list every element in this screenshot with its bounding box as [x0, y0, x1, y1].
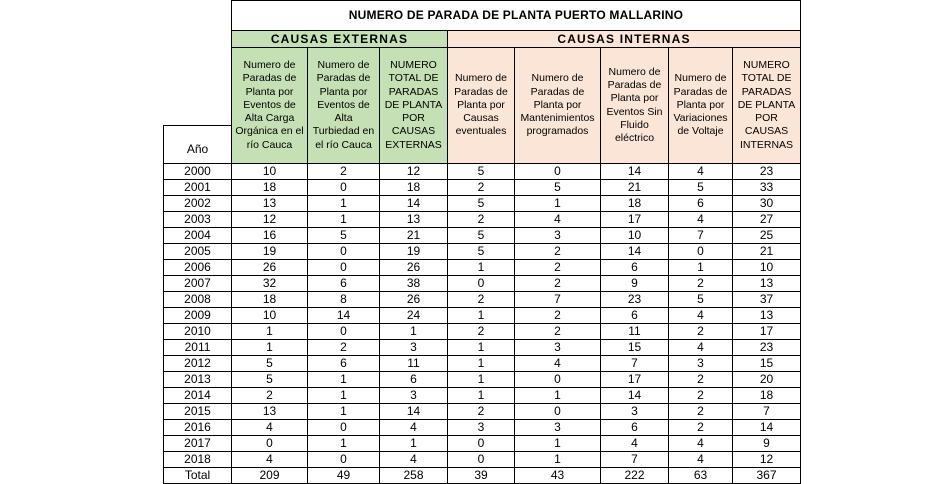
col-header-total-externas: NUMERO TOTAL DE PARADAS DE PLANTA POR CAUSAS EXTERNAS	[380, 48, 448, 164]
year-cell: 2014	[164, 388, 232, 404]
value-cell: 13	[232, 404, 308, 420]
value-cell: 19	[232, 244, 308, 260]
year-cell: 2010	[164, 324, 232, 340]
value-cell: 5	[448, 164, 515, 180]
value-cell: 0	[448, 436, 515, 452]
col-header-carga-organica: Numero de Paradas de Planta por Eventos de Alta Carga Orgánica en el río Cauca	[232, 48, 308, 164]
value-cell: 0	[515, 372, 601, 388]
value-cell: 24	[380, 308, 448, 324]
total-cell: 367	[733, 468, 801, 484]
value-cell: 2	[669, 372, 733, 388]
value-cell: 9	[601, 276, 669, 292]
value-cell: 0	[448, 276, 515, 292]
total-cell: 209	[232, 468, 308, 484]
value-cell: 10	[733, 260, 801, 276]
year-cell: 2018	[164, 452, 232, 468]
year-cell: 2015	[164, 404, 232, 420]
value-cell: 1	[308, 372, 380, 388]
value-cell: 14	[601, 164, 669, 180]
value-cell: 0	[308, 324, 380, 340]
value-cell: 21	[601, 180, 669, 196]
value-cell: 0	[515, 404, 601, 420]
value-cell: 18	[601, 196, 669, 212]
value-cell: 4	[380, 452, 448, 468]
value-cell: 3	[380, 340, 448, 356]
value-cell: 12	[232, 212, 308, 228]
value-cell: 6	[601, 260, 669, 276]
value-cell: 2	[515, 244, 601, 260]
value-cell: 5	[448, 196, 515, 212]
value-cell: 4	[669, 164, 733, 180]
value-cell: 5	[669, 180, 733, 196]
year-cell: 2002	[164, 196, 232, 212]
value-cell: 1	[308, 436, 380, 452]
value-cell: 15	[733, 356, 801, 372]
value-cell: 1	[232, 324, 308, 340]
value-cell: 2	[308, 340, 380, 356]
year-cell: 2007	[164, 276, 232, 292]
value-cell: 4	[669, 340, 733, 356]
value-cell: 2	[308, 164, 380, 180]
year-cell: 2008	[164, 292, 232, 308]
col-header-voltaje: Numero de Paradas de Planta por Variaciones de Voltaje	[669, 48, 733, 164]
value-cell: 2	[669, 420, 733, 436]
year-cell: 2004	[164, 228, 232, 244]
value-cell: 15	[601, 340, 669, 356]
value-cell: 13	[232, 196, 308, 212]
value-cell: 2	[232, 388, 308, 404]
value-cell: 2	[669, 404, 733, 420]
value-cell: 3	[515, 420, 601, 436]
value-cell: 3	[601, 404, 669, 420]
value-cell: 4	[232, 452, 308, 468]
value-cell: 4	[669, 308, 733, 324]
year-cell: 2001	[164, 180, 232, 196]
value-cell: 2	[515, 324, 601, 340]
value-cell: 4	[669, 452, 733, 468]
year-cell: 2000	[164, 164, 232, 180]
value-cell: 0	[308, 452, 380, 468]
value-cell: 12	[733, 452, 801, 468]
value-cell: 13	[733, 276, 801, 292]
table-row	[164, 324, 801, 340]
value-cell: 6	[380, 372, 448, 388]
year-cell: 2017	[164, 436, 232, 452]
table-row	[164, 340, 801, 356]
value-cell: 11	[601, 324, 669, 340]
value-cell: 2	[515, 308, 601, 324]
value-cell: 3	[515, 340, 601, 356]
value-cell: 14	[601, 388, 669, 404]
value-cell: 17	[733, 324, 801, 340]
value-cell: 1	[380, 436, 448, 452]
value-cell: 4	[515, 212, 601, 228]
value-cell: 3	[380, 388, 448, 404]
value-cell: 1	[448, 372, 515, 388]
value-cell: 7	[601, 356, 669, 372]
value-cell: 1	[448, 260, 515, 276]
value-cell: 2	[448, 324, 515, 340]
value-cell: 0	[308, 260, 380, 276]
table-row	[164, 292, 801, 308]
value-cell: 10	[601, 228, 669, 244]
year-cell: 2012	[164, 356, 232, 372]
value-cell: 6	[669, 196, 733, 212]
value-cell: 1	[515, 436, 601, 452]
value-cell: 2	[515, 260, 601, 276]
value-cell: 7	[669, 228, 733, 244]
value-cell: 5	[515, 180, 601, 196]
value-cell: 0	[669, 244, 733, 260]
table-row	[164, 404, 801, 420]
value-cell: 1	[515, 452, 601, 468]
value-cell: 6	[308, 356, 380, 372]
table-title: NUMERO DE PARADA DE PLANTA PUERTO MALLARINO	[232, 1, 801, 31]
value-cell: 7	[733, 404, 801, 420]
table-row	[164, 420, 801, 436]
blank-corner-2	[164, 31, 232, 48]
value-cell: 17	[601, 372, 669, 388]
value-cell: 2	[448, 180, 515, 196]
year-cell: 2003	[164, 212, 232, 228]
table-row	[164, 228, 801, 244]
value-cell: 1	[308, 388, 380, 404]
total-cell: 39	[448, 468, 515, 484]
value-cell: 21	[733, 244, 801, 260]
value-cell: 14	[308, 308, 380, 324]
value-cell: 0	[308, 180, 380, 196]
year-cell: 2013	[164, 372, 232, 388]
value-cell: 4	[669, 212, 733, 228]
value-cell: 26	[380, 260, 448, 276]
value-cell: 4	[669, 436, 733, 452]
value-cell: 30	[733, 196, 801, 212]
value-cell: 4	[515, 356, 601, 372]
year-cell: 2009	[164, 308, 232, 324]
value-cell: 26	[232, 260, 308, 276]
value-cell: 1	[232, 340, 308, 356]
value-cell: 25	[733, 228, 801, 244]
table-row	[164, 452, 801, 468]
value-cell: 7	[601, 452, 669, 468]
value-cell: 14	[733, 420, 801, 436]
value-cell: 5	[232, 356, 308, 372]
value-cell: 5	[448, 228, 515, 244]
value-cell: 18	[232, 180, 308, 196]
value-cell: 2	[669, 388, 733, 404]
value-cell: 37	[733, 292, 801, 308]
value-cell: 2	[669, 324, 733, 340]
year-cell: 2011	[164, 340, 232, 356]
value-cell: 5	[669, 292, 733, 308]
value-cell: 3	[448, 420, 515, 436]
value-cell: 1	[669, 260, 733, 276]
paradas-table	[163, 0, 801, 484]
value-cell: 1	[515, 196, 601, 212]
value-cell: 17	[601, 212, 669, 228]
total-cell: 49	[308, 468, 380, 484]
total-cell: 43	[515, 468, 601, 484]
value-cell: 23	[601, 292, 669, 308]
value-cell: 14	[380, 404, 448, 420]
value-cell: 1	[308, 196, 380, 212]
year-cell: 2006	[164, 260, 232, 276]
col-header-total-internas: NUMERO TOTAL DE PARADAS DE PLANTA POR CAUSAS INTERNAS	[733, 48, 801, 164]
value-cell: 0	[515, 164, 601, 180]
table-row	[164, 244, 801, 260]
col-header-eventuales: Numero de Paradas de Planta por Causas eventuales	[448, 48, 515, 164]
col-header-mantenimientos: Numero de Paradas de Planta por Mantenimientos programados	[515, 48, 601, 164]
year-cell: 2005	[164, 244, 232, 260]
value-cell: 2	[448, 404, 515, 420]
value-cell: 5	[308, 228, 380, 244]
value-cell: 20	[733, 372, 801, 388]
table-row	[164, 276, 801, 292]
value-cell: 10	[232, 308, 308, 324]
value-cell: 21	[380, 228, 448, 244]
value-cell: 0	[232, 436, 308, 452]
table-row	[164, 436, 801, 452]
value-cell: 4	[601, 436, 669, 452]
value-cell: 0	[308, 244, 380, 260]
total-cell: 63	[669, 468, 733, 484]
value-cell: 9	[733, 436, 801, 452]
value-cell: 1	[380, 324, 448, 340]
value-cell: 18	[232, 292, 308, 308]
value-cell: 3	[515, 228, 601, 244]
table-row	[164, 356, 801, 372]
table-row	[164, 388, 801, 404]
value-cell: 1	[448, 308, 515, 324]
value-cell: 10	[232, 164, 308, 180]
value-cell: 13	[380, 212, 448, 228]
value-cell: 2	[515, 276, 601, 292]
value-cell: 23	[733, 340, 801, 356]
value-cell: 26	[380, 292, 448, 308]
value-cell: 1	[448, 356, 515, 372]
value-cell: 14	[380, 196, 448, 212]
internal-causes-header: CAUSAS INTERNAS	[448, 31, 801, 48]
table-row	[164, 260, 801, 276]
value-cell: 38	[380, 276, 448, 292]
value-cell: 7	[515, 292, 601, 308]
value-cell: 5	[232, 372, 308, 388]
value-cell: 1	[308, 404, 380, 420]
value-cell: 1	[515, 388, 601, 404]
value-cell: 1	[308, 212, 380, 228]
table-row	[164, 164, 801, 180]
value-cell: 27	[733, 212, 801, 228]
table-row	[164, 180, 801, 196]
value-cell: 12	[380, 164, 448, 180]
value-cell: 33	[733, 180, 801, 196]
total-row	[164, 468, 801, 484]
blank-corner	[164, 1, 232, 31]
value-cell: 4	[232, 420, 308, 436]
total-cell: 258	[380, 468, 448, 484]
value-cell: 1	[448, 340, 515, 356]
table-row	[164, 212, 801, 228]
value-cell: 0	[308, 420, 380, 436]
value-cell: 23	[733, 164, 801, 180]
value-cell: 18	[733, 388, 801, 404]
value-cell: 6	[308, 276, 380, 292]
value-cell: 2	[669, 276, 733, 292]
value-cell: 19	[380, 244, 448, 260]
col-header-sin-fluido: Numero de Paradas de Planta por Eventos Sin Fluido eléctrico	[601, 48, 669, 164]
value-cell: 6	[601, 308, 669, 324]
table-row	[164, 372, 801, 388]
value-cell: 13	[733, 308, 801, 324]
value-cell: 8	[308, 292, 380, 308]
year-cell: 2016	[164, 420, 232, 436]
value-cell: 16	[232, 228, 308, 244]
value-cell: 5	[448, 244, 515, 260]
value-cell: 2	[448, 292, 515, 308]
value-cell: 3	[669, 356, 733, 372]
value-cell: 1	[448, 388, 515, 404]
value-cell: 2	[448, 212, 515, 228]
year-header: Año	[164, 126, 232, 164]
value-cell: 4	[380, 420, 448, 436]
total-cell: 222	[601, 468, 669, 484]
value-cell: 11	[380, 356, 448, 372]
value-cell: 6	[601, 420, 669, 436]
value-cell: 32	[232, 276, 308, 292]
external-causes-header: CAUSAS EXTERNAS	[232, 31, 448, 48]
value-cell: 0	[448, 452, 515, 468]
table-row	[164, 308, 801, 324]
col-header-turbiedad: Numero de Paradas de Planta por Eventos de Alta Turbiedad en el río Cauca	[308, 48, 380, 164]
value-cell: 18	[380, 180, 448, 196]
value-cell: 14	[601, 244, 669, 260]
total-label: Total	[164, 468, 232, 484]
table-row	[164, 196, 801, 212]
blank-corner-3	[164, 48, 232, 126]
